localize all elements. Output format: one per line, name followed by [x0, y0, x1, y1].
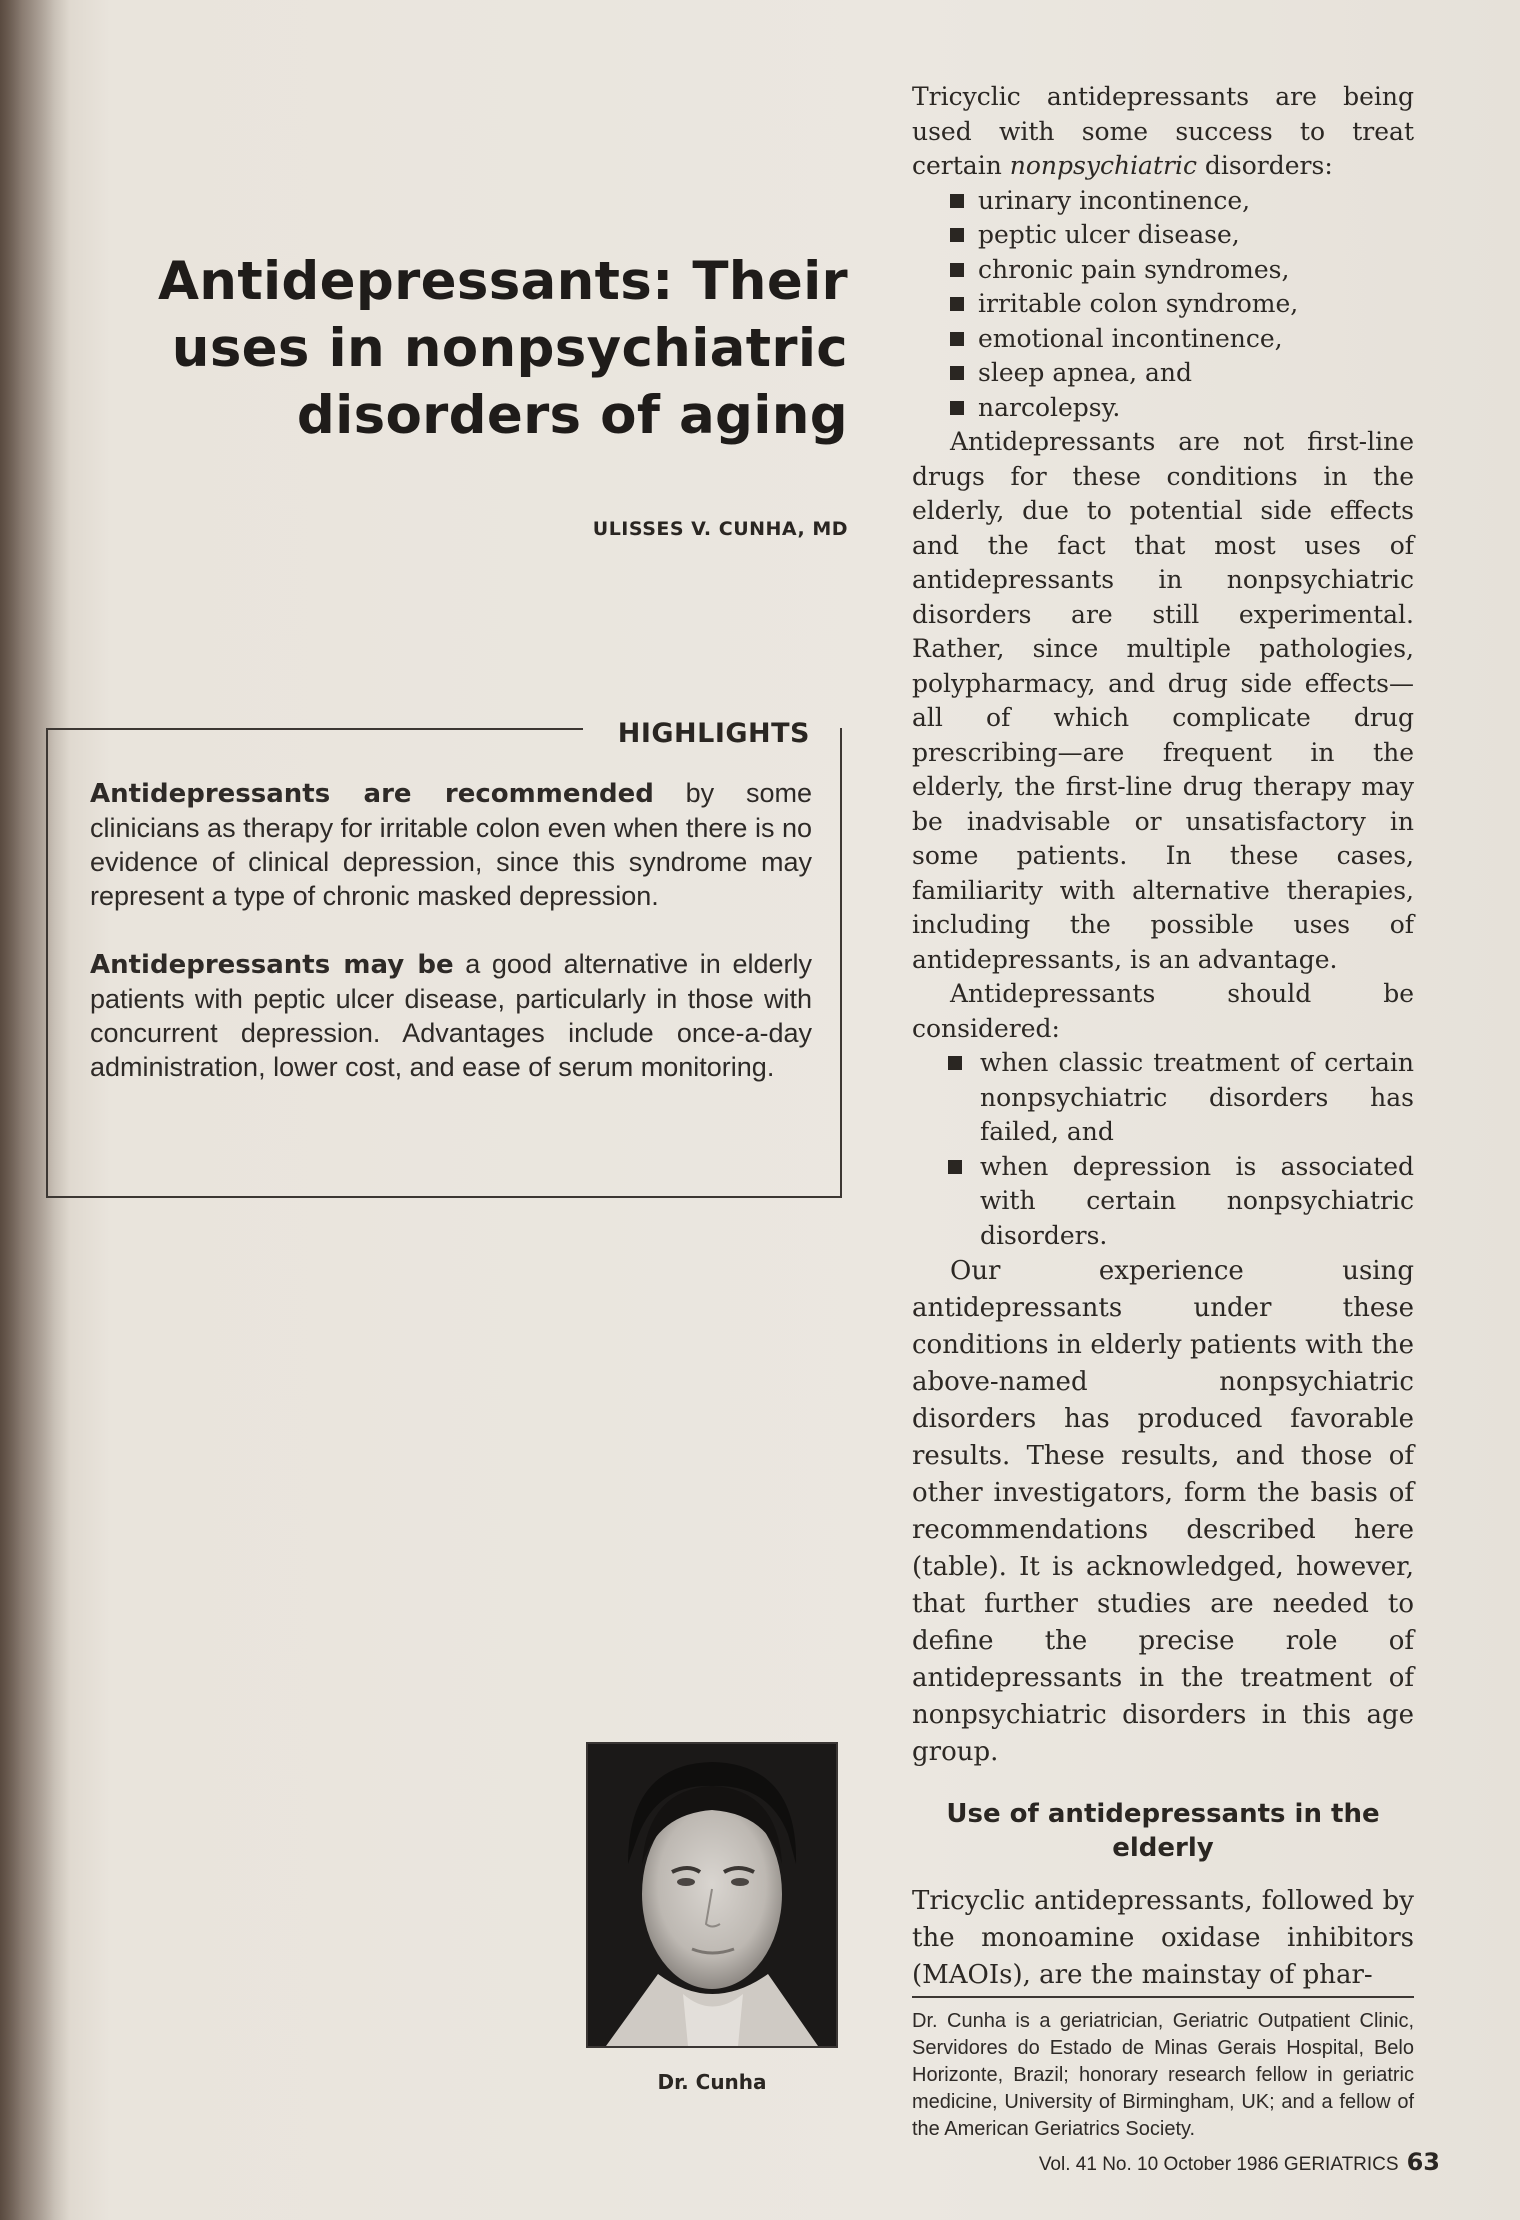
highlights-body — [90, 776, 812, 1118]
body-paragraph: Our experience using antidepressants under these conditions in elderly patients with the above-named nonpsychiatric disorders has produced favorable results. These results, and those of other investigators, form the basis of recommendations described here (table). It is acknowledged, however, that further studies are needed to define the precise role of antidepressants in the treatment of nonpsychiatric disorders in this age group. — [912, 1256, 1414, 1767]
intro-text: Tricyclic antidepressants are being used with some success to treat certain — [912, 82, 1414, 180]
bullet-square-icon — [950, 194, 964, 208]
disorder-list — [912, 184, 1414, 426]
intro-emphasis: nonpsychiatric — [1009, 151, 1197, 180]
list-item-text: sleep apnea, and — [978, 358, 1192, 387]
section-subhead: Use of antidepressants in the elderly — [946, 1799, 1380, 1863]
list-item — [950, 218, 1414, 253]
body-paragraph: Antidepressants are not first-line drugs for these conditions in the elderly, due to potential side effects and the fact that most uses of antidepressants in nonpsychiatric disorders are still experimental. Rather, since multiple pathologies, polypharmacy, and drug side effects—all of which complicate drug prescribing—are frequent in the elderly, the first-line drug therapy may be inadvisable or unsatisfactory in some patients. In these cases, familiarity with alternative therapies, including the possible uses of antidepressants, is an advantage. — [912, 427, 1414, 974]
intro-paragraph — [912, 80, 1414, 184]
bullet-square-icon — [950, 332, 964, 346]
author-photo — [586, 1742, 838, 2048]
list-item-text: narcolepsy. — [978, 392, 1121, 422]
condition-item — [912, 1150, 1414, 1254]
page-number: 63 — [1406, 2148, 1440, 2176]
list-item — [950, 184, 1414, 219]
list-item — [950, 356, 1414, 391]
photo-caption: Dr. Cunha — [657, 2070, 767, 2094]
list-item-text: irritable colon syndrome, — [978, 289, 1299, 318]
bullet-square-icon — [950, 228, 964, 242]
footnote-rule — [912, 1996, 1414, 1998]
highlight-lead: Antidepressants may be — [90, 950, 454, 980]
bullet-square-icon — [950, 263, 964, 277]
list-item — [950, 322, 1414, 357]
highlight-text: by some clinicians as therapy for irritable colon even when there is no evidence of clinical depression, since this syndrome may represent a type of chronic masked depression. — [90, 778, 813, 911]
condition-text: when depression is associated with certain nonpsychiatric disorders. — [980, 1151, 1414, 1250]
list-item — [950, 287, 1414, 322]
list-item-text: emotional incontinence, — [978, 323, 1283, 353]
bullet-square-icon — [950, 366, 964, 380]
article-title: Antidepressants: Their uses in nonpsychiatric disorders of aging — [157, 251, 848, 446]
list-item — [950, 253, 1414, 288]
author-footnote: Dr. Cunha is a geriatrician, Geriatric Outpatient Clinic, Servidores do Estado de Minas Gerais Hospital, Belo Horizonte, Brazil; honorary research fellow in geriatric medicine, University of Birmingham, UK; and a fellow of the American Geriatrics Society. — [912, 2010, 1414, 2140]
journal-citation: Vol. 41 No. 10 October 1986 GERIATRICS — [1038, 2154, 1399, 2175]
list-item-text: peptic ulcer disease, — [978, 220, 1240, 249]
author-byline: ULISSES V. CUNHA, MD — [592, 518, 848, 540]
body-paragraph: Tricyclic antidepressants, followed by the monoamine oxidase inhibitors (MAOIs), are the mainstay of phar- — [912, 1886, 1414, 1990]
list-item — [950, 391, 1414, 426]
highlight-lead: Antidepressants are recommended — [90, 779, 654, 809]
body-paragraph: Antidepressants should be considered: — [912, 979, 1414, 1043]
highlight-item — [90, 947, 812, 1084]
intro-end: disorders: — [1196, 151, 1333, 180]
bullet-square-icon — [950, 401, 964, 415]
highlight-item — [90, 776, 812, 913]
highlight-text: a good alternative in elderly patients with peptic ulcer disease, particularly in those with concurrent depression. Advantages include once-a-day administration, lower cost, and ease of serum monitoring. — [90, 949, 812, 1082]
condition-item — [912, 1046, 1414, 1150]
list-item-text: urinary incontinence, — [978, 185, 1251, 215]
list-item-text: chronic pain syndromes, — [978, 254, 1290, 284]
highlights-heading: HIGHLIGHTS — [617, 718, 810, 749]
bullet-square-icon — [950, 297, 964, 311]
highlights-box — [46, 718, 842, 1198]
body-column — [912, 80, 1414, 2143]
portrait-image — [588, 1744, 836, 2046]
highlights-top-rule — [46, 728, 583, 730]
bullet-square-icon — [948, 1160, 962, 1174]
bullet-square-icon — [948, 1056, 962, 1070]
condition-text: when classic treatment of certain nonpsychiatric disorders has failed, and — [980, 1048, 1414, 1146]
page-folio — [1039, 2148, 1440, 2176]
